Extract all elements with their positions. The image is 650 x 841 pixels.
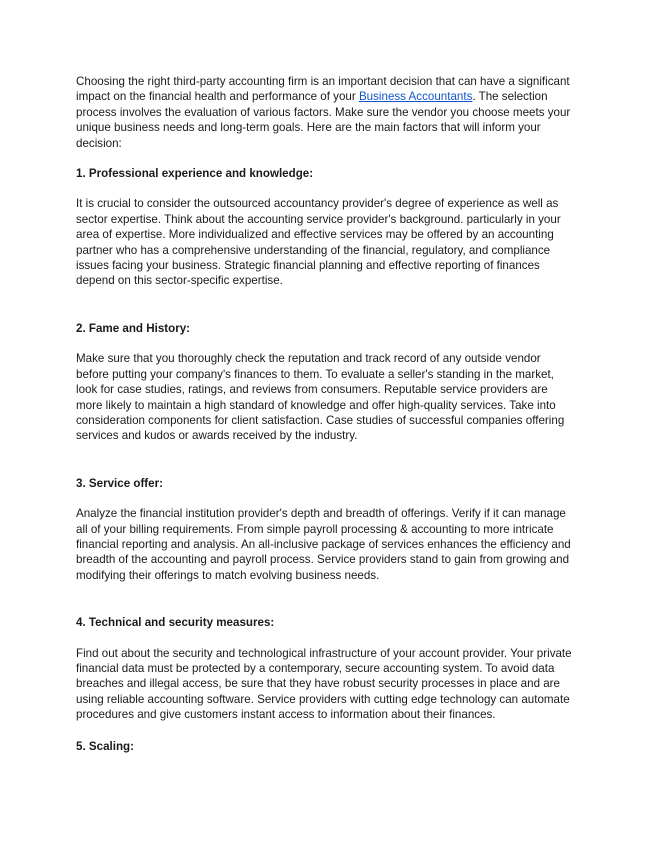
spacer — [76, 583, 576, 615]
spacer — [76, 444, 576, 476]
section-2-heading: 2. Fame and History: — [76, 321, 191, 335]
intro-text-after-link: . The selection process involves the evaluation of various factors. Make sure the vendor you choose meets your unique business needs and long-term goals. Here are the main factors that will inform your decision: — [76, 90, 571, 150]
section-3-heading: 3. Service offer: — [76, 476, 163, 490]
document-page — [76, 74, 576, 769]
section-5-heading: 5. Scaling: — [76, 739, 134, 753]
section-1-body: It is crucial to consider the outsourced accountancy provider's degree of experience as well as sector expertise. Think about the accounting service provider's background. particularly in your area of expertise. More individualized and effective services may be offered by an accounting partner who has a comprehensive understanding of the financial, regulatory, and compliance issues facing your business. Strategic financial planning and effective reporting of finances depend on this sector-specific expertise. — [76, 197, 561, 288]
section-4-body: Find out about the security and technological infrastructure of your account provider. Your private financial data must be protected by a contemporary, secure accounting system. To avoid data breaches and illegal access, be sure that they have robust security processes in place and are using reliable accounting software. Service providers with cutting edge technology can automate procedures and give customers instant access to information about their finances. — [76, 646, 572, 722]
section-4-heading: 4. Technical and security measures: — [76, 616, 275, 630]
section-2-body: Make sure that you thoroughly check the reputation and track record of any outside vendor before putting your company's finances to them. To evaluate a seller's standing in the market, look for case studies, ratings, and reviews from consumers. Reputable service providers are more likely to maintain a high standard of knowledge and offer high-quality services. Take into consideration components for client satisfaction. Case studies of successful companies offering services and kudos or awards received by the industry. — [76, 352, 565, 443]
intro-text-before-link: Choosing the right third-party accounting firm is an important decision that can have a significant impact on the financial health and performance of your — [76, 75, 570, 104]
business-accountants-link[interactable]: Business Accountants — [358, 90, 473, 104]
spacer — [76, 289, 576, 321]
intro-paragraph — [76, 74, 576, 151]
section-1-heading: 1. Professional experience and knowledge: — [76, 167, 314, 181]
spacer — [76, 723, 576, 739]
section-3-body: Analyze the financial institution provider's depth and breadth of offerings. Verify if it can manage all of your billing requirements. From simple payroll processing & accounting to more intricate financial reporting and analysis. An all-inclusive package of services enhances the efficiency and breadth of the accounting and payroll process. Service providers stand to gain from growing and modifying their offerings to match evolving business needs. — [76, 507, 571, 582]
